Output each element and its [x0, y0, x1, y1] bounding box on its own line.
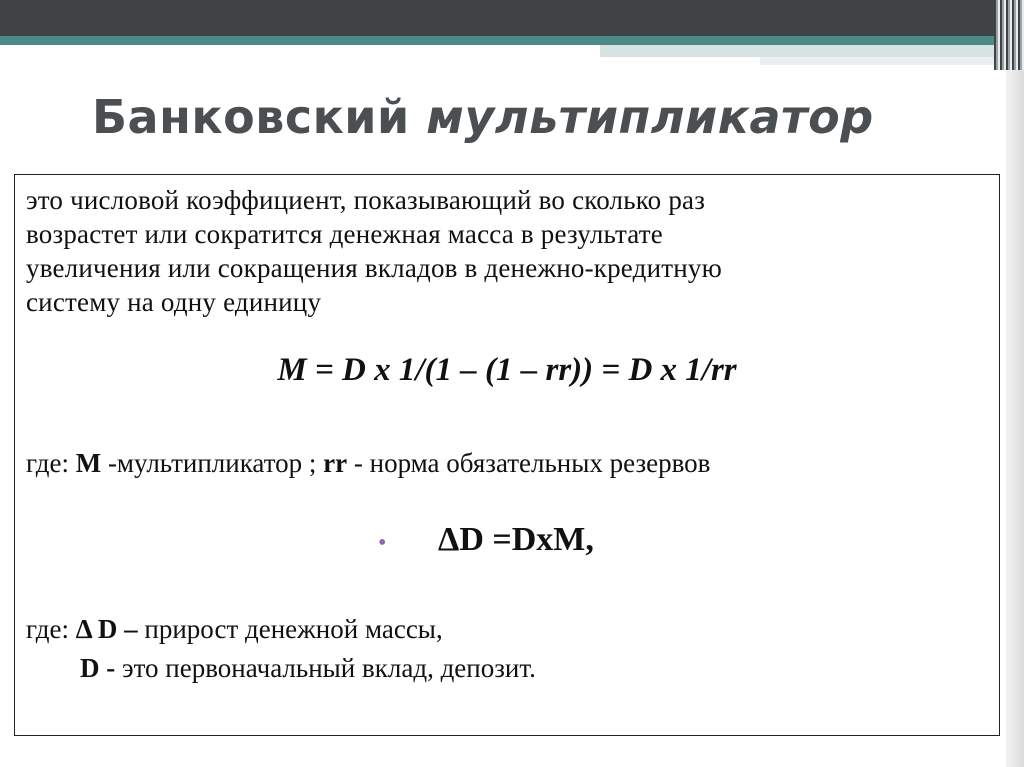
desc-m: -мультипликатор ;: [101, 448, 324, 478]
symbol-rr: rr: [323, 448, 348, 478]
definition-line: увеличения или сокращения вкладов в денежно-кредитную: [26, 253, 722, 283]
header-dark-band: [0, 0, 1008, 36]
definition-line: это числовой коэффициент, показывающий во сколько раз: [26, 185, 706, 215]
symbol-delta-d: Δ D –: [75, 614, 138, 644]
header-teal-band: [0, 36, 1000, 45]
desc-d: это первоначальный вклад, депозит.: [115, 653, 536, 683]
formula-legend-3: [80, 653, 536, 684]
slide-title: [92, 90, 874, 144]
definition-text: [26, 183, 986, 319]
legend-prefix: где:: [26, 448, 76, 478]
page-edge-shadow: [1006, 70, 1024, 767]
desc-rr: - норма обязательных резервов: [347, 448, 711, 478]
header-light-band: [600, 45, 1000, 57]
title-italic: мультипликатор: [426, 90, 874, 144]
header-light-band-2: [760, 57, 1000, 65]
symbol-m: М: [75, 448, 102, 478]
multiplier-formula: M = D x 1/(1 – (1 – rr)) = D x 1/rr: [277, 352, 737, 388]
formula-legend-2: [26, 614, 443, 645]
formula-legend-1: [26, 448, 710, 479]
bullet-icon: •: [378, 530, 387, 556]
delta-formula: ΔD =DxM,: [438, 521, 594, 558]
symbol-d: D -: [80, 653, 116, 683]
definition-line: возрастет или сократится денежная масса в результате: [26, 219, 663, 249]
desc-delta-d: прирост денежной массы,: [137, 614, 443, 644]
definition-line: систему на одну единицу: [26, 287, 322, 317]
title-regular: Банковский: [92, 90, 410, 144]
header-edge-lines: [994, 0, 1024, 70]
legend-prefix: где:: [26, 614, 76, 644]
